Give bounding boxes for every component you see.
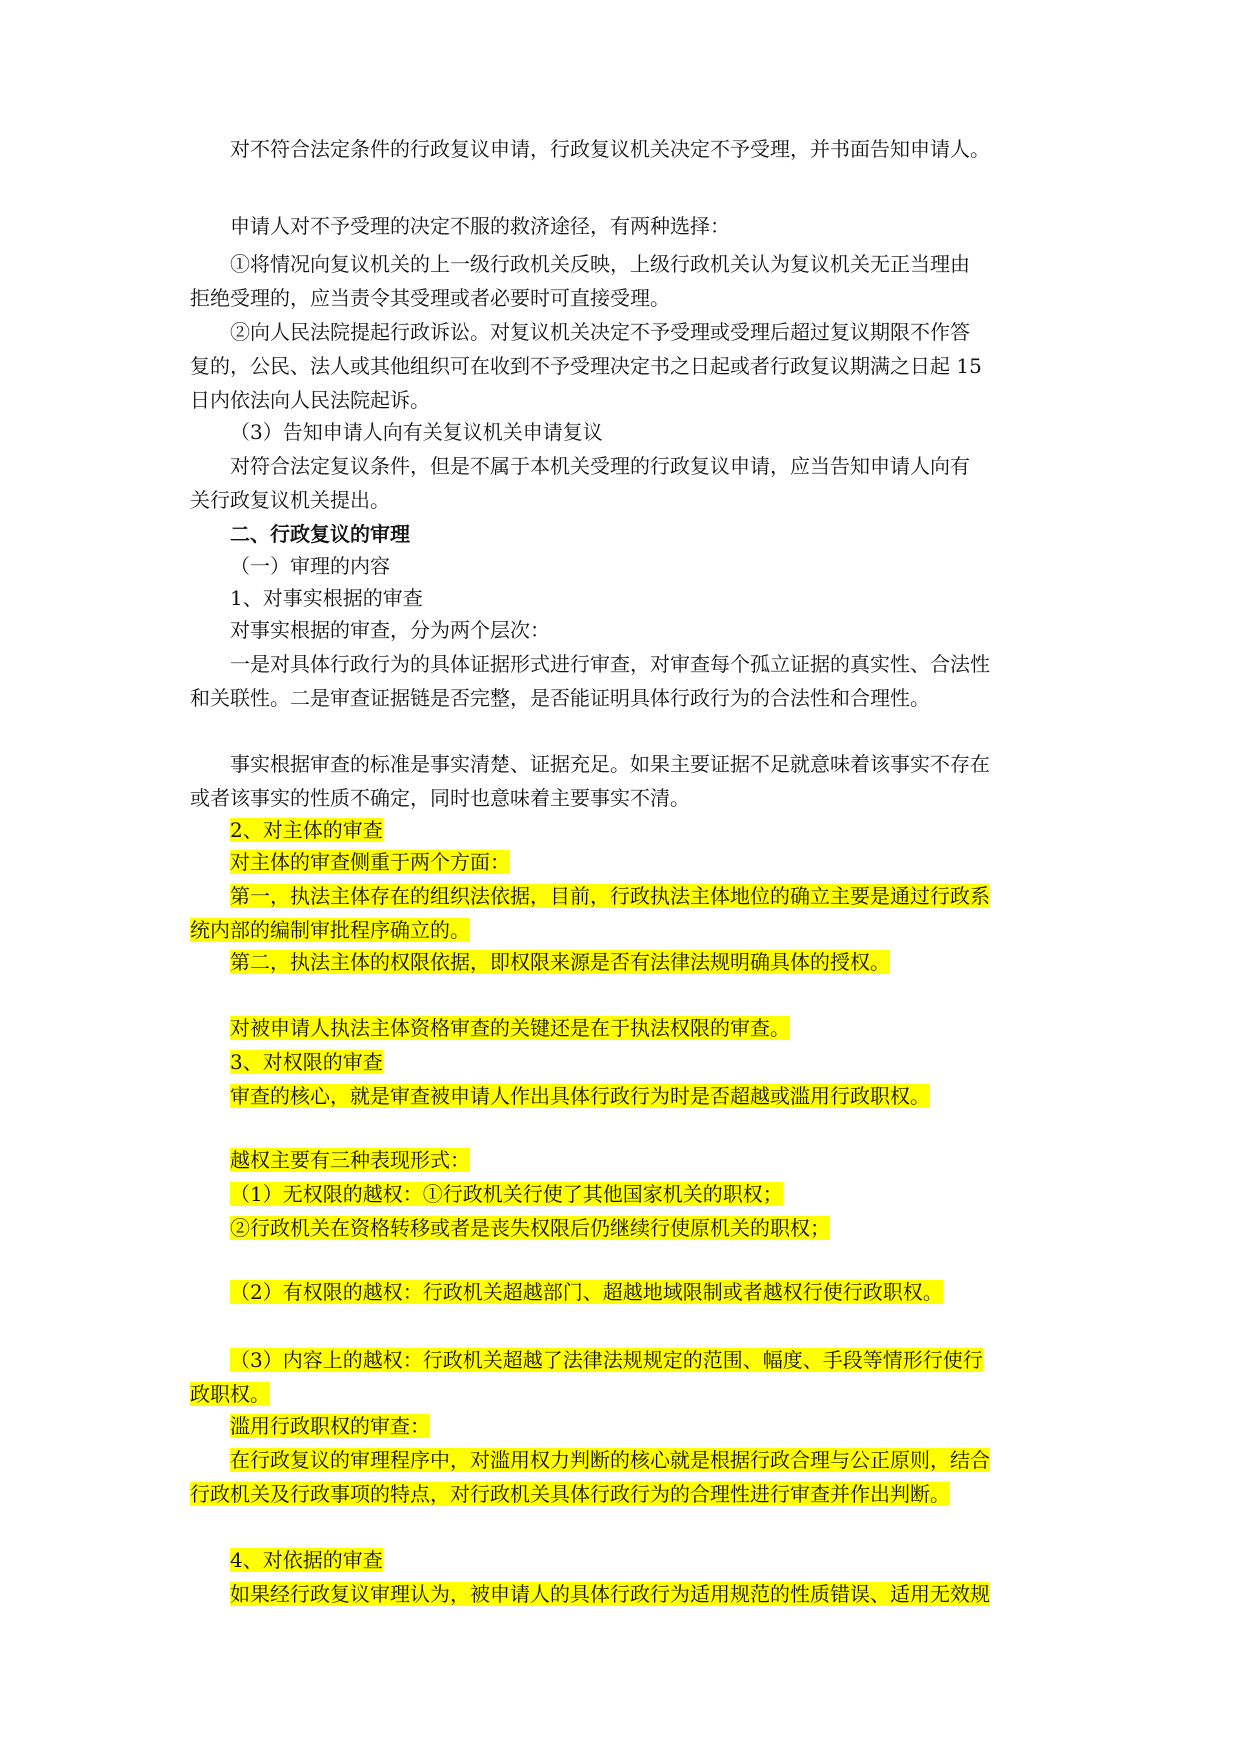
paragraph-line: 或者该事实的性质不确定，同时也意味着主要事实不清。	[190, 786, 690, 810]
paragraph-line: 申请人对不予受理的决定不服的救济途径，有两种选择：	[230, 214, 730, 238]
paragraph-line	[190, 1478, 1060, 1510]
paragraph-line: 一是对具体行政行为的具体证据形式进行审查，对审查每个孤立证据的真实性、合法性	[230, 652, 990, 676]
highlight: 第一，执法主体存在的组织法依据，目前，行政执法主体地位的确立主要是通过行政系	[230, 884, 990, 908]
highlight: 在行政复议的审理程序中，对滥用权力判断的核心就是根据行政合理与公正原则，结合	[230, 1448, 990, 1472]
highlight: 行政机关及行政事项的特点，对行政机关具体行政行为的合理性进行审查并作出判断。	[190, 1482, 950, 1506]
paragraph-line: 复的，公民、法人或其他组织可在收到不予受理决定书之日起或者行政复议期满之日起 15	[190, 354, 982, 378]
item-heading	[230, 1046, 1100, 1078]
highlight: （3）内容上的越权：行政机关超越了法律法规规定的范围、幅度、手段等情形行使行	[230, 1348, 983, 1372]
paragraph-line	[230, 1212, 1100, 1244]
paragraph-line: 日内依法向人民法院起诉。	[190, 388, 430, 412]
paragraph-line: ①将情况向复议机关的上一级行政机关反映，上级行政机关认为复议机关无正当理由	[230, 252, 970, 276]
paragraph-line	[230, 846, 1100, 878]
paragraph-line: （3）告知申请人向有关复议机关申请复议	[230, 420, 603, 444]
paragraph-line: 事实根据审查的标准是事实清楚、证据充足。如果主要证据不足就意味着该事实不存在	[230, 752, 990, 776]
highlight: ②行政机关在资格转移或者是丧失权限后仍继续行使原机关的职权；	[230, 1216, 830, 1240]
highlight: 2、对主体的审查	[230, 818, 383, 842]
highlight: 如果经行政复议审理认为，被申请人的具体行政行为适用规范的性质错误、适用无效规	[230, 1582, 990, 1606]
paragraph-line: 拒绝受理的，应当责令其受理或者必要时可直接受理。	[190, 286, 670, 310]
paragraph-line	[230, 1080, 1100, 1112]
paragraph-line	[230, 1444, 1100, 1476]
item-heading	[230, 814, 1100, 846]
paragraph-line	[190, 1378, 1060, 1410]
paragraph-line: 对事实根据的审查，分为两个层次：	[230, 618, 550, 642]
item-heading: 1、对事实根据的审查	[230, 586, 423, 610]
highlight: 3、对权限的审查	[230, 1050, 383, 1074]
highlight: （2）有权限的越权：行政机关超越部门、超越地域限制或者越权行使行政职权。	[230, 1280, 943, 1304]
highlight: 对主体的审查侧重于两个方面：	[230, 850, 510, 874]
paragraph-line	[230, 1276, 1100, 1308]
item-heading	[230, 1544, 1100, 1576]
paragraph-line: ②向人民法院提起行政诉讼。对复议机关决定不予受理或受理后超过复议期限不作答	[230, 320, 970, 344]
highlight: 政职权。	[190, 1382, 270, 1406]
highlight: 对被申请人执法主体资格审查的关键还是在于执法权限的审查。	[230, 1016, 790, 1040]
paragraph-line	[230, 1012, 1100, 1044]
paragraph-line	[230, 1410, 1100, 1442]
paragraph-line	[230, 1578, 1100, 1610]
subsection-heading: （一）审理的内容	[230, 554, 390, 578]
section-heading: 二、行政复议的审理	[230, 522, 410, 546]
highlight: 滥用行政职权的审查：	[230, 1414, 430, 1438]
highlight: （1）无权限的越权：①行政机关行使了其他国家机关的职权；	[230, 1182, 783, 1206]
paragraph-line	[230, 1344, 1100, 1376]
paragraph-line	[190, 914, 1060, 946]
paragraph-line: 对符合法定复议条件，但是不属于本机关受理的行政复议申请，应当告知申请人向有	[230, 454, 970, 478]
highlight: 第二，执法主体的权限依据，即权限来源是否有法律法规明确具体的授权。	[230, 950, 890, 974]
highlight: 统内部的编制审批程序确立的。	[190, 918, 470, 942]
highlight: 越权主要有三种表现形式：	[230, 1148, 470, 1172]
paragraph-line	[230, 880, 1100, 912]
highlight: 4、对依据的审查	[230, 1548, 383, 1572]
paragraph-line: 和关联性。二是审查证据链是否完整，是否能证明具体行政行为的合法性和合理性。	[190, 686, 930, 710]
paragraph-line	[230, 1178, 1100, 1210]
paragraph-line: 对不符合法定条件的行政复议申请，行政复议机关决定不予受理，并书面告知申请人。	[230, 137, 990, 161]
highlight: 审查的核心，就是审查被申请人作出具体行政行为时是否超越或滥用行政职权。	[230, 1084, 930, 1108]
paragraph-line	[230, 1144, 1100, 1176]
paragraph-line	[230, 946, 1100, 978]
paragraph-line: 关行政复议机关提出。	[190, 488, 390, 512]
